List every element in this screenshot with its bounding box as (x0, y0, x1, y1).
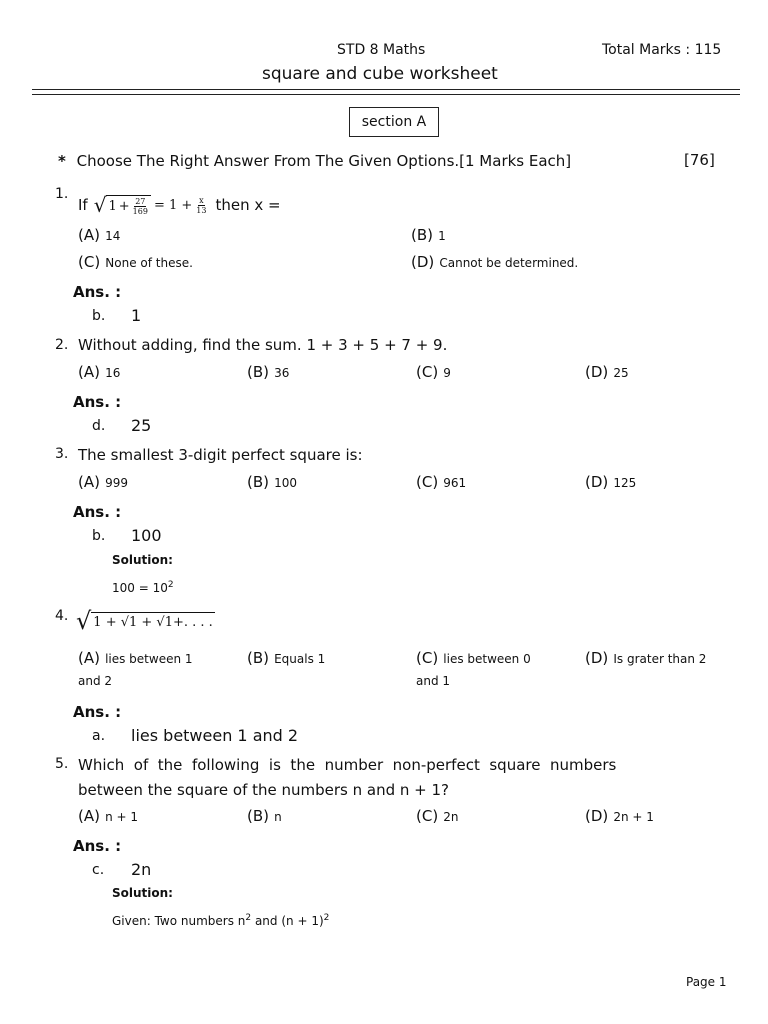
option[interactable] (416, 648, 531, 667)
option[interactable] (78, 252, 193, 271)
answer-label: Ans. : (73, 393, 122, 411)
answer-label: Ans. : (73, 283, 122, 301)
option-letter: (B) (247, 473, 269, 491)
option[interactable] (416, 362, 451, 381)
option[interactable] (247, 648, 325, 667)
solution-text (112, 913, 329, 928)
question-text (78, 193, 281, 217)
solution-base: 100 = 10 (112, 581, 168, 595)
option-text: 9 (443, 366, 451, 380)
option[interactable] (78, 362, 120, 381)
question-number: 1. (55, 186, 69, 202)
question-number: 3. (55, 446, 69, 462)
option-letter: (D) (585, 807, 609, 825)
solution-label: Solution: (112, 886, 173, 900)
solution-part: Given: Two numbers n (112, 914, 246, 928)
answer-text: 1 (131, 306, 142, 325)
answer-letter: d. (92, 418, 106, 434)
fraction-denominator: 13 (196, 205, 207, 215)
option-letter: (C) (416, 807, 439, 825)
option-text: 16 (105, 366, 121, 380)
instruction-bullet: * (58, 152, 66, 170)
solution-part: and (n + 1) (251, 914, 324, 928)
math-expression (94, 193, 208, 217)
option-text: Cannot be determined. (439, 256, 579, 270)
subject-label: STD 8 Maths (337, 42, 426, 58)
option-letter: (D) (585, 649, 609, 667)
instruction-text: Choose The Right Answer From The Given Options.[1 Marks Each] (76, 152, 572, 170)
option-letter: (B) (247, 363, 269, 381)
question-math (76, 609, 215, 633)
question-text: The smallest 3-digit perfect square is: (78, 446, 363, 464)
question-number: 4. (55, 608, 69, 624)
option-text: 2n + 1 (613, 810, 654, 824)
option-letter: (A) (78, 226, 100, 244)
option[interactable] (585, 648, 706, 667)
option[interactable] (416, 472, 466, 491)
option-text: lies between 0 (443, 652, 531, 666)
option-letter: (C) (416, 473, 439, 491)
option-letter: (D) (585, 473, 609, 491)
question-text: Without adding, find the sum. 1 + 3 + 5 + 7 + 9. (78, 336, 448, 354)
option[interactable] (78, 806, 138, 825)
option-text: 125 (613, 476, 637, 490)
option-letter: (A) (78, 649, 100, 667)
fraction (196, 196, 206, 215)
question-number: 5. (55, 756, 69, 772)
option[interactable] (78, 225, 120, 244)
option-text: 2n (443, 810, 459, 824)
instruction (58, 152, 571, 170)
total-marks: Total Marks : 115 (602, 42, 722, 58)
answer-text: lies between 1 and 2 (131, 726, 299, 745)
fraction (133, 197, 148, 216)
solution-exponent: 2 (323, 913, 330, 923)
option[interactable] (416, 806, 459, 825)
option-text: lies between 1 (105, 652, 193, 666)
option[interactable] (247, 806, 282, 825)
option-letter: (A) (78, 473, 100, 491)
question-prefix: If (78, 196, 88, 214)
option-text: None of these. (105, 256, 193, 270)
option[interactable] (585, 472, 636, 491)
sqrt-radicand (106, 195, 150, 216)
answer-text: 100 (131, 526, 162, 545)
option[interactable] (78, 472, 128, 491)
option-text-continued: and 1 (416, 674, 451, 688)
answer-label: Ans. : (73, 837, 122, 855)
math-term: 1 (108, 198, 117, 214)
worksheet-title: square and cube worksheet (262, 64, 498, 84)
option-letter: (B) (411, 226, 433, 244)
question-suffix: then x = (215, 196, 281, 214)
option-text: 100 (274, 476, 297, 490)
question-text: Which of the following is the number non-perfect square numbers (78, 756, 617, 774)
option-letter: (B) (247, 807, 269, 825)
page-number: Page 1 (686, 975, 727, 989)
answer-letter: a. (92, 728, 106, 744)
header-rule-bottom (32, 94, 740, 95)
option[interactable] (585, 806, 654, 825)
sqrt-sign-icon: √ (76, 607, 92, 635)
option-text: n + 1 (105, 810, 138, 824)
option-text: Equals 1 (274, 652, 326, 666)
answer-letter: b. (92, 528, 106, 544)
option-text: 36 (274, 366, 290, 380)
option-letter: (B) (247, 649, 269, 667)
header-rule-top (32, 89, 740, 90)
option-letter: (D) (585, 363, 609, 381)
option-letter: (C) (416, 363, 439, 381)
section-label: section A (361, 114, 427, 130)
math-operator: = 1 + (153, 197, 193, 213)
option-text: 999 (105, 476, 128, 490)
option[interactable] (247, 472, 297, 491)
solution-label: Solution: (112, 553, 173, 567)
option[interactable] (78, 648, 193, 667)
question-number: 2. (55, 337, 69, 353)
instruction-marks: [76] (684, 151, 715, 169)
question-text-continued: between the square of the numbers n and n + 1? (78, 781, 450, 799)
option-text: 961 (443, 476, 467, 490)
option-letter: (A) (78, 807, 100, 825)
fraction-denominator: 169 (132, 206, 148, 216)
option[interactable] (411, 252, 578, 271)
option-text: 14 (105, 229, 121, 243)
solution-exponent: 2 (245, 913, 252, 923)
section-heading (349, 107, 439, 137)
option[interactable] (585, 362, 629, 381)
option-text-continued: and 2 (78, 674, 113, 688)
solution-text (112, 580, 174, 595)
answer-letter: c. (92, 862, 105, 878)
answer-letter: b. (92, 308, 106, 324)
math-operator: + (118, 198, 130, 214)
option-text: Is grater than 2 (613, 652, 707, 666)
option-letter: (C) (416, 649, 439, 667)
option-letter: (D) (411, 253, 435, 271)
option[interactable] (411, 225, 446, 244)
fraction-numerator: x (199, 195, 204, 205)
option-letter: (C) (78, 253, 101, 271)
option-text: 1 (438, 229, 446, 243)
nested-radical: 1 + √1 + √1+. . . . (91, 612, 215, 630)
answer-label: Ans. : (73, 703, 122, 721)
fraction-numerator: 27 (135, 196, 146, 206)
answer-text: 25 (131, 416, 152, 435)
solution-exponent: 2 (167, 580, 174, 590)
option-text: n (274, 810, 282, 824)
sqrt-sign-icon: √ (93, 193, 107, 217)
option-letter: (A) (78, 363, 100, 381)
option-text: 25 (613, 366, 629, 380)
answer-text: 2n (131, 860, 152, 879)
option[interactable] (247, 362, 289, 381)
answer-label: Ans. : (73, 503, 122, 521)
